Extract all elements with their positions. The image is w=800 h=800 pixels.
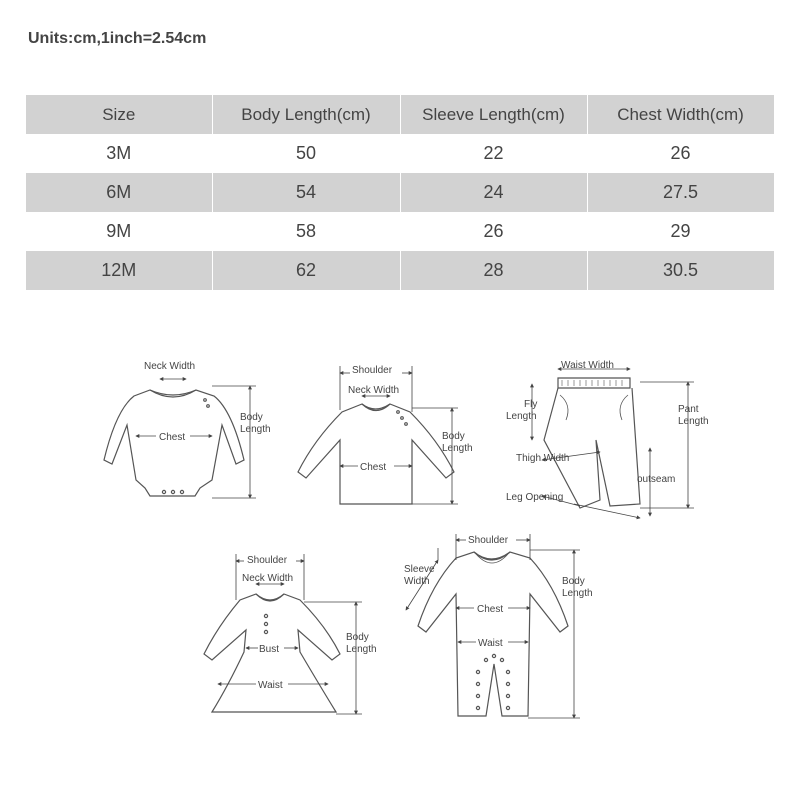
- dress-shoulder-label: Shoulder: [247, 555, 288, 566]
- romper-sleeve-width-label-2: Width: [404, 576, 430, 587]
- bodysuit-chest-label: Chest: [159, 432, 186, 443]
- header-chest-width: Chest Width(cm): [587, 95, 774, 134]
- pants-fly-length-label-2: Length: [506, 411, 537, 422]
- top-outline: [298, 404, 454, 504]
- pants-waist-width-label: Waist Width: [561, 360, 614, 371]
- romper-sleeve-width-label: Sleeve: [404, 564, 435, 575]
- top-body-length-label-2: Length: [442, 443, 473, 454]
- top-shoulder-label: Shoulder: [352, 365, 393, 376]
- pants-pant-length-label-2: Length: [678, 416, 709, 427]
- pants-waistband: [558, 378, 630, 388]
- table-row: [26, 212, 774, 251]
- romper-shoulder-label: Shoulder: [468, 535, 509, 546]
- bodysuit-outline: [104, 390, 244, 496]
- top-body-length-label: Body: [442, 431, 465, 442]
- table-header-row: [26, 95, 774, 134]
- cell-body-length: 54: [212, 173, 400, 212]
- cell-chest-width: 30.5: [587, 251, 774, 290]
- romper-body-length-label-2: Length: [562, 588, 593, 599]
- cell-size: 6M: [26, 173, 212, 212]
- pants-outline: [544, 388, 640, 508]
- header-sleeve-length: Sleeve Length(cm): [400, 95, 587, 134]
- cell-sleeve-length: 24: [400, 173, 587, 212]
- pants-fly-length-label: Fly: [524, 399, 538, 410]
- romper-measure-lines: [406, 534, 580, 718]
- romper-outline: [418, 552, 568, 716]
- pants-leg-opening-label: Leg Opening: [506, 492, 564, 503]
- pants-outseam-label: outseam: [637, 474, 676, 485]
- dress-waist-label: Waist: [258, 680, 283, 691]
- romper-chest-label: Chest: [477, 604, 504, 615]
- romper-diagram: [418, 552, 568, 716]
- bodysuit-body-length-label-2: Length: [240, 424, 271, 435]
- cell-size: 9M: [26, 212, 212, 251]
- pants-diagram: [544, 378, 640, 508]
- cell-chest-width: 26: [587, 134, 774, 173]
- dress-bust-label: Bust: [259, 644, 280, 655]
- measurement-diagrams: [0, 330, 800, 730]
- cell-size: 3M: [26, 134, 212, 173]
- cell-chest-width: 27.5: [587, 173, 774, 212]
- cell-sleeve-length: 26: [400, 212, 587, 251]
- top-chest-label: Chest: [360, 462, 387, 473]
- cell-sleeve-length: 28: [400, 251, 587, 290]
- dress-body-length-label-2: Length: [346, 644, 377, 655]
- cell-chest-width: 29: [587, 212, 774, 251]
- top-neck-width-label: Neck Width: [348, 385, 400, 396]
- table-row: [26, 134, 774, 173]
- pants-pant-length-label: Pant: [678, 404, 699, 415]
- size-chart-table: [26, 95, 775, 290]
- table-row: [26, 173, 774, 212]
- garment-diagrams-svg: [0, 330, 800, 730]
- bodysuit-diagram: [104, 390, 244, 496]
- header-body-length: Body Length(cm): [212, 95, 400, 134]
- units-note: Units:cm,1inch=2.54cm: [28, 30, 207, 47]
- bodysuit-neck-width-label: Neck Width: [144, 361, 196, 372]
- bodysuit-body-length-label: Body: [240, 412, 263, 423]
- romper-waist-label: Waist: [478, 638, 503, 649]
- cell-size: 12M: [26, 251, 212, 290]
- header-size: Size: [26, 95, 212, 134]
- cell-sleeve-length: 22: [400, 134, 587, 173]
- table-row: [26, 251, 774, 290]
- pants-thigh-width-label: Thigh Width: [516, 453, 570, 464]
- cell-body-length: 62: [212, 251, 400, 290]
- romper-body-length-label: Body: [562, 576, 585, 587]
- top-diagram: [298, 404, 454, 504]
- dress-body-length-label: Body: [346, 632, 369, 643]
- dress-neck-width-label: Neck Width: [242, 573, 294, 584]
- cell-body-length: 58: [212, 212, 400, 251]
- cell-body-length: 50: [212, 134, 400, 173]
